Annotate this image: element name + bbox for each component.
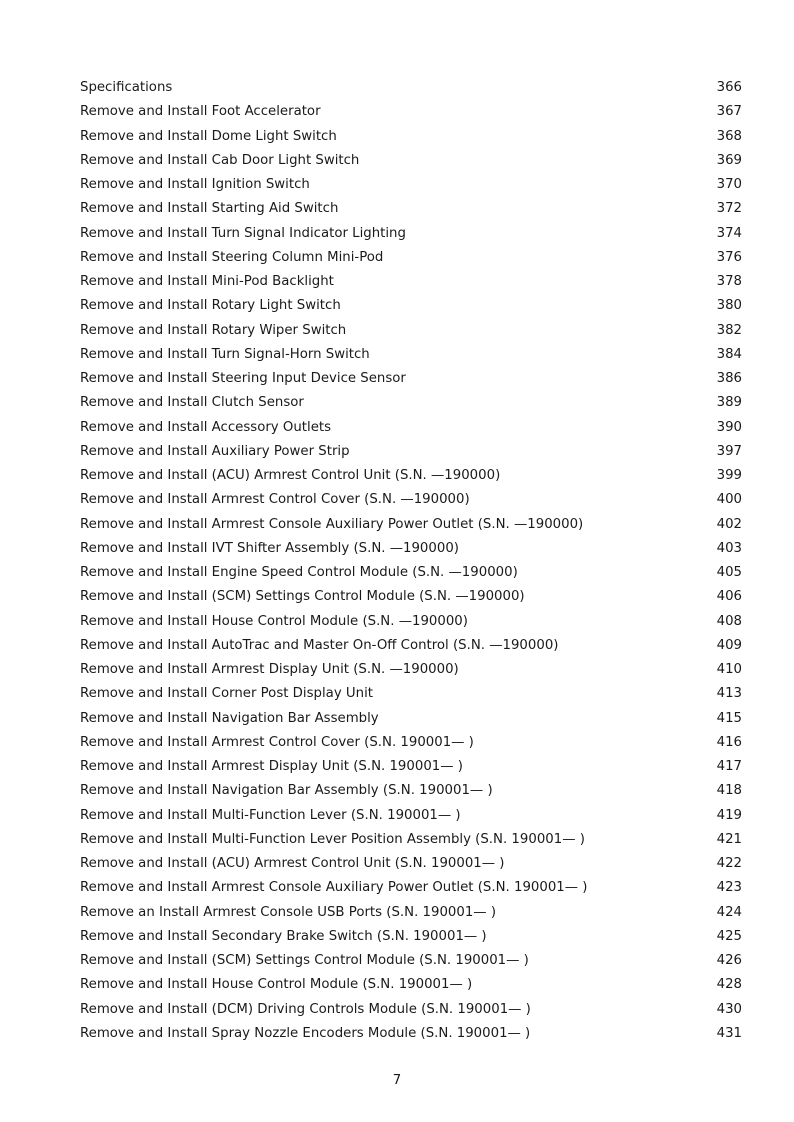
- toc-entry: [80, 949, 742, 973]
- toc-entry-page: 422: [716, 856, 742, 871]
- toc-entry-page: 384: [716, 346, 742, 362]
- toc-entry-page: 380: [716, 298, 742, 314]
- toc-entry-page: 367: [716, 104, 742, 120]
- toc-entry-title: Remove and Install Steering Column Mini-Pod: [80, 249, 384, 265]
- toc-entry-page: 403: [716, 540, 742, 556]
- toc-entry: [80, 367, 742, 391]
- toc-entry-title: Remove and Install Rotary Light Switch: [80, 298, 341, 314]
- toc-entry-title: Remove and Install (SCM) Settings Control Module (S.N. 190001— ): [80, 953, 529, 968]
- toc-entry-page: 410: [716, 662, 742, 677]
- toc-entry-page: 389: [716, 395, 742, 411]
- toc-entry-title: Remove and Install Foot Accelerator: [80, 104, 321, 120]
- toc-entry-title: Remove and Install Turn Signal Indicator Lighting: [80, 225, 406, 241]
- toc-entry: [80, 464, 742, 488]
- toc-entry-page: 428: [716, 977, 742, 993]
- toc-entry-page: 386: [716, 371, 742, 386]
- toc-entry: [80, 585, 742, 609]
- toc-entry-title: Remove and Install (DCM) Driving Controls Module (S.N. 190001— ): [80, 1001, 531, 1017]
- toc-entry-title: Remove and Install Mini-Pod Backlight: [80, 274, 334, 289]
- toc-entry-page: 374: [716, 225, 742, 241]
- toc-entry-page: 368: [716, 128, 742, 144]
- toc-entry-title: Remove and Install Dome Light Switch: [80, 128, 337, 144]
- toc-entry-title: Remove and Install Turn Signal-Horn Switch: [80, 346, 370, 362]
- toc-entry: [80, 755, 742, 779]
- toc-entry-page: 431: [716, 1025, 742, 1041]
- toc-entry: [80, 149, 742, 173]
- toc-entry: [80, 294, 742, 318]
- toc-entry-title: Remove and Install Clutch Sensor: [80, 395, 304, 411]
- toc-entry-title: Remove and Install Corner Post Display Unit: [80, 686, 373, 702]
- toc-entry-title: Remove and Install Engine Speed Control Module (S.N. —190000): [80, 565, 518, 580]
- toc-entry: [80, 416, 742, 440]
- toc-entry-page: 370: [716, 177, 742, 192]
- toc-entry-page: 397: [716, 443, 742, 459]
- toc-entry-page: 390: [716, 419, 742, 435]
- toc-entry-page: 423: [716, 880, 742, 896]
- toc-entry: [80, 998, 742, 1022]
- toc-entry: [80, 319, 742, 343]
- toc-entry-title: Remove and Install Secondary Brake Switch (S.N. 190001— ): [80, 928, 487, 944]
- toc-entry-page: 418: [716, 783, 742, 799]
- toc-entry: [80, 731, 742, 755]
- toc-entry-title: Remove and Install Rotary Wiper Switch: [80, 322, 347, 338]
- toc-entry-page: 402: [716, 516, 742, 532]
- table-of-contents: [80, 76, 742, 1046]
- toc-entry: [80, 270, 742, 294]
- toc-entry-title: Remove and Install Navigation Bar Assembly: [80, 710, 379, 726]
- toc-entry: [80, 246, 742, 270]
- toc-entry-page: 424: [716, 904, 742, 920]
- toc-entry-page: 416: [716, 734, 742, 750]
- toc-entry-title: Remove and Install Multi-Function Lever Position Assembly (S.N. 190001— ): [80, 831, 585, 847]
- toc-entry-title: Remove and Install (ACU) Armrest Control Unit (S.N. 190001— ): [80, 856, 505, 871]
- toc-entry: [80, 828, 742, 852]
- toc-entry-page: 382: [716, 322, 742, 338]
- toc-entry-page: 405: [716, 565, 742, 580]
- toc-entry: [80, 222, 742, 246]
- toc-entry-page: 419: [716, 807, 742, 823]
- toc-entry: [80, 100, 742, 124]
- toc-entry-title: Remove and Install Navigation Bar Assembly (S.N. 190001— ): [80, 783, 493, 799]
- toc-entry: [80, 682, 742, 706]
- toc-entry: [80, 973, 742, 997]
- toc-entry: [80, 173, 742, 197]
- toc-entry-page: 417: [716, 759, 742, 774]
- toc-entry: [80, 901, 742, 925]
- toc-entry-page: 426: [716, 953, 742, 968]
- toc-entry-title: Remove and Install Armrest Control Cover (S.N. —190000): [80, 492, 470, 508]
- toc-entry: [80, 707, 742, 731]
- toc-entry-page: 415: [716, 710, 742, 726]
- toc-entry-page: 372: [716, 201, 742, 217]
- toc-entry-title: Remove and Install Armrest Console Auxiliary Power Outlet (S.N. 190001— ): [80, 880, 588, 896]
- toc-entry: [80, 634, 742, 658]
- toc-entry: [80, 610, 742, 634]
- toc-entry-title: Remove and Install Starting Aid Switch: [80, 201, 339, 217]
- toc-entry-page: 409: [716, 637, 742, 653]
- toc-entry-page: 399: [716, 468, 742, 483]
- toc-entry-title: Remove and Install Ignition Switch: [80, 177, 310, 192]
- toc-entry-title: Remove and Install Spray Nozzle Encoders Module (S.N. 190001— ): [80, 1025, 531, 1041]
- toc-entry-page: 369: [716, 152, 742, 168]
- toc-entry: [80, 658, 742, 682]
- toc-entry-title: Remove and Install Steering Input Device Sensor: [80, 371, 406, 386]
- toc-entry-title: Remove an Install Armrest Console USB Ports (S.N. 190001— ): [80, 904, 497, 920]
- toc-entry: [80, 925, 742, 949]
- toc-entry: [80, 1022, 742, 1046]
- toc-entry-page: 378: [716, 274, 742, 289]
- toc-entry-title: Remove and Install House Control Module (S.N. 190001— ): [80, 977, 473, 993]
- toc-entry: [80, 488, 742, 512]
- toc-entry: [80, 876, 742, 900]
- toc-entry: [80, 804, 742, 828]
- toc-entry-title: Remove and Install House Control Module (S.N. —190000): [80, 613, 468, 629]
- toc-entry: [80, 125, 742, 149]
- toc-entry: [80, 440, 742, 464]
- toc-entry: [80, 197, 742, 221]
- toc-entry-page: 430: [716, 1001, 742, 1017]
- toc-entry-title: Specifications: [80, 80, 173, 95]
- toc-entry-title: Remove and Install Cab Door Light Switch: [80, 152, 360, 168]
- toc-entry-title: Remove and Install Armrest Console Auxiliary Power Outlet (S.N. —190000): [80, 516, 584, 532]
- toc-entry-page: 425: [716, 928, 742, 944]
- toc-entry: [80, 343, 742, 367]
- page-number: 7: [392, 1073, 402, 1088]
- toc-entry: [80, 76, 742, 100]
- toc-entry-title: Remove and Install Accessory Outlets: [80, 419, 332, 435]
- toc-entry: [80, 537, 742, 561]
- toc-entry-title: Remove and Install Armrest Display Unit (S.N. 190001— ): [80, 759, 463, 774]
- toc-entry-title: Remove and Install (ACU) Armrest Control Unit (S.N. —190000): [80, 468, 501, 483]
- toc-entry-title: Remove and Install Armrest Control Cover (S.N. 190001— ): [80, 734, 474, 750]
- toc-entry: [80, 779, 742, 803]
- toc-entry-title: Remove and Install Armrest Display Unit (S.N. —190000): [80, 662, 459, 677]
- toc-entry-title: Remove and Install AutoTrac and Master On-Off Control (S.N. —190000): [80, 637, 559, 653]
- toc-entry: [80, 852, 742, 876]
- toc-entry-page: 413: [716, 686, 742, 702]
- toc-entry-title: Remove and Install Auxiliary Power Strip: [80, 443, 350, 459]
- toc-entry: [80, 391, 742, 415]
- toc-entry-title: Remove and Install IVT Shifter Assembly (S.N. —190000): [80, 540, 459, 556]
- toc-entry-title: Remove and Install (SCM) Settings Control Module (S.N. —190000): [80, 589, 525, 605]
- toc-entry-page: 366: [716, 80, 742, 95]
- toc-entry-page: 406: [716, 589, 742, 605]
- toc-entry-title: Remove and Install Multi-Function Lever (S.N. 190001— ): [80, 807, 461, 823]
- toc-entry-page: 408: [716, 613, 742, 629]
- toc-entry-page: 400: [716, 492, 742, 508]
- toc-entry-page: 376: [716, 249, 742, 265]
- toc-entry: [80, 513, 742, 537]
- toc-entry-page: 421: [716, 831, 742, 847]
- toc-entry: [80, 561, 742, 585]
